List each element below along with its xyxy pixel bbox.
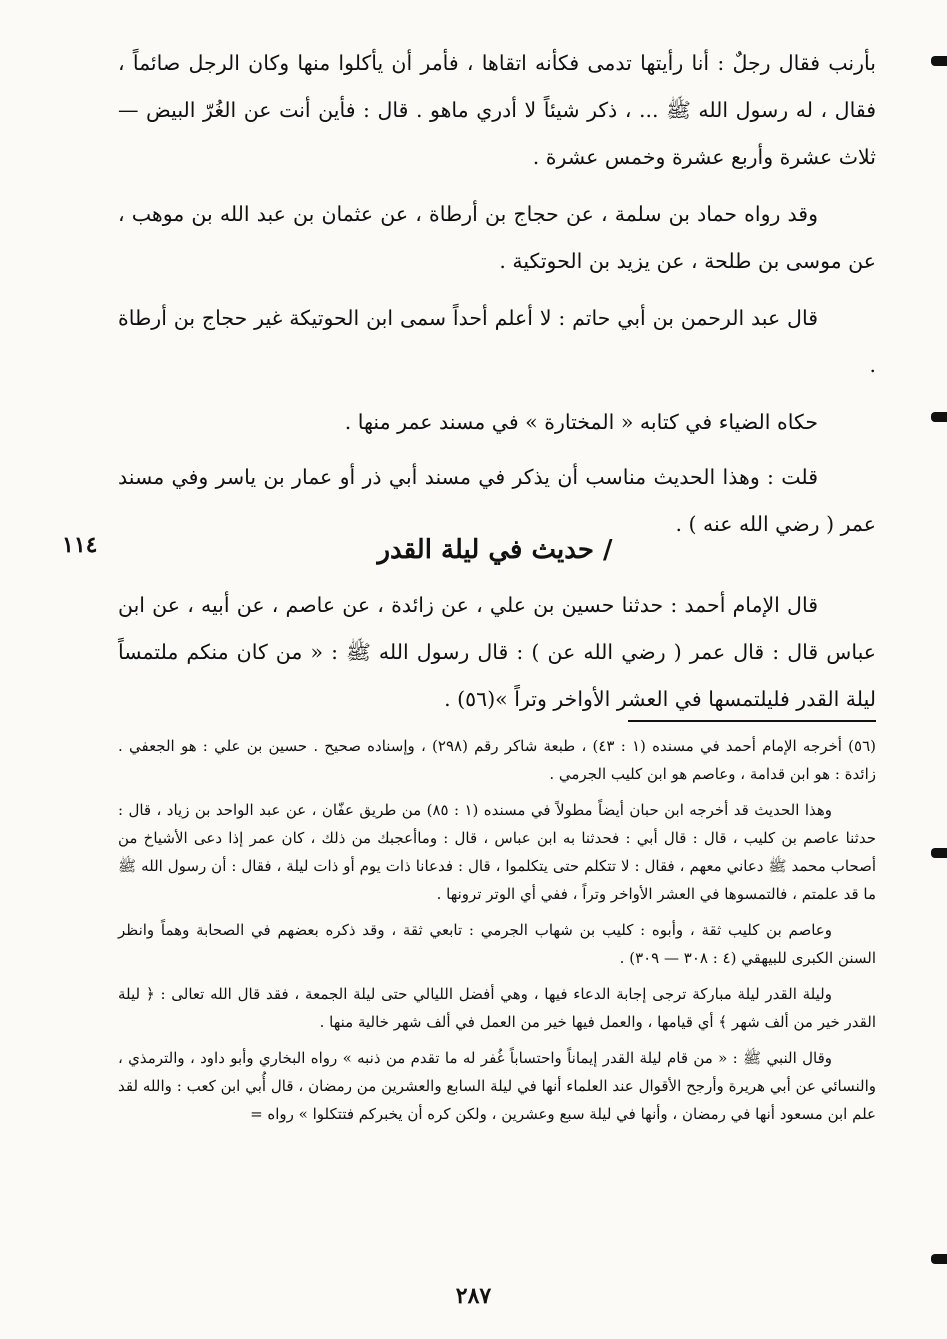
paragraph: بأرنب فقال رجلٌ : أنا رأيتها تدمى فكأنه اتقاها ، فأمر أن يأكلوا منها وكان الرجل صائماً ، فقال ، له رسول الله ﷺ ... ، ذكر شيئاً لا أدري ماهو . قال : فأين أنت عن الغُرّ البيض — ثلاث عشرة وأربع عشرة وخمس عشرة .	[118, 51, 876, 169]
paragraph: قلت : وهذا الحديث مناسب أن يذكر في مسند أبي ذر أو عمار بن ياسر وفي مسند عمر ( رضي الله عنه ) .	[118, 465, 876, 536]
footnote: وهذا الحديث قد أخرجه ابن حبان أيضاً مطولاً في مسنده (١ : ٨٥) من طريق عفّان ، عن عبد الواحد بن زياد ، قال : حدثنا عاصم بن كليب ، قال : قال أبي : فحدثنا به ابن عباس ، قال : وماأعجبك من ذلك ، كان عمر إذا دعى الأشياخ من أصحاب محمد ﷺ دعاني معهم ، فقال : لا تتكلم حتى يتكلموا ، قال : فدعانا ذات يوم أو ذات ليلة ، فقال : أن رسول الله ﷺ ما قد علمتم ، فالتمسوها في العشر الأواخر وتراً ، ففي أي الوتر ترونها .	[118, 801, 876, 903]
paragraph: قال الإمام أحمد : حدثنا حسين بن علي ، عن زائدة ، عن عاصم ، عن أبيه ، عن ابن عباس قال : قال عمر ( رضي الله عن ) : قال رسول الله ﷺ : « من كان منكم ملتمساً ليلة القدر فليلتمسها في العشر الأواخر وتراً »(٥٦) .	[118, 593, 876, 711]
paragraph: حكاه الضياء في كتابه « المختارة » في مسند عمر منها .	[344, 410, 818, 434]
scan-edge-mark	[931, 848, 947, 858]
paragraph: وقد رواه حماد بن سلمة ، عن حجاج بن أرطاة ، عن عثمان بن عبد الله بن موهب ، عن موسى بن طلحة ، عن يزيد بن الحوتكية .	[118, 202, 876, 273]
footnote: وقال النبي ﷺ : « من قام ليلة القدر إيماناً واحتساباً غُفر له ما تقدم من ذنبه » رواه البخاري وأبو داود ، والترمذي ، والنسائي عن أبي هريرة وأرجح الأقوال عند العلماء أنها في ليلة السابع والعشرين من رمضان ، قال أُبي ابن كعب : والله لقد علم ابن مسعود أنها في رمضان ، وأنها في ليلة سبع وعشرين ، ولكن كره أن يخبركم فتتكلوا » رواه =	[118, 1049, 876, 1123]
scan-edge-mark	[931, 412, 947, 422]
footnotes	[118, 732, 876, 1128]
hadith-number: ١١٤	[62, 532, 98, 558]
paragraph: قال عبد الرحمن بن أبي حاتم : لا أعلم أحداً سمى ابن الحوتيكة غير حجاج بن أرطاة .	[118, 306, 876, 377]
footnote: (٥٦) أخرجه الإمام أحمد في مسنده (١ : ٤٣) ، طبعة شاكر رقم (٢٩٨) ، وإسناده صحيح . حسين بن علي : هو الجعفي . زائدة : هو ابن قدامة ، وعاصم هو ابن كليب الجرمي .	[118, 737, 876, 783]
section-heading: / حديث في ليلة القدر	[377, 535, 613, 565]
section-text	[118, 582, 876, 723]
main-text	[118, 40, 876, 548]
page-number: ٢٨٧	[455, 1283, 492, 1309]
scan-edge-mark	[931, 1254, 947, 1264]
footnote-divider	[628, 720, 876, 722]
footnote: وليلة القدر ليلة مباركة ترجى إجابة الدعاء فيها ، وهي أفضل الليالي حتى ليلة الجمعة ، فقد قال الله تعالى : ﴿ ليلة القدر خير من ألف شهر ﴾ أي قيامها ، والعمل فيها خير من العمل في ألف شهر خالية منها .	[118, 985, 876, 1031]
scan-edge-mark	[931, 56, 947, 66]
footnote: وعاصم بن كليب ثقة ، وأبوه : كليب بن شهاب الجرمي : تابعي ثقة ، وقد ذكره بعضهم في الصحابة وهماً وانظر السنن الكبرى للبيهقي (٤ : ٣٠٨ — ٣٠٩) .	[118, 921, 876, 967]
